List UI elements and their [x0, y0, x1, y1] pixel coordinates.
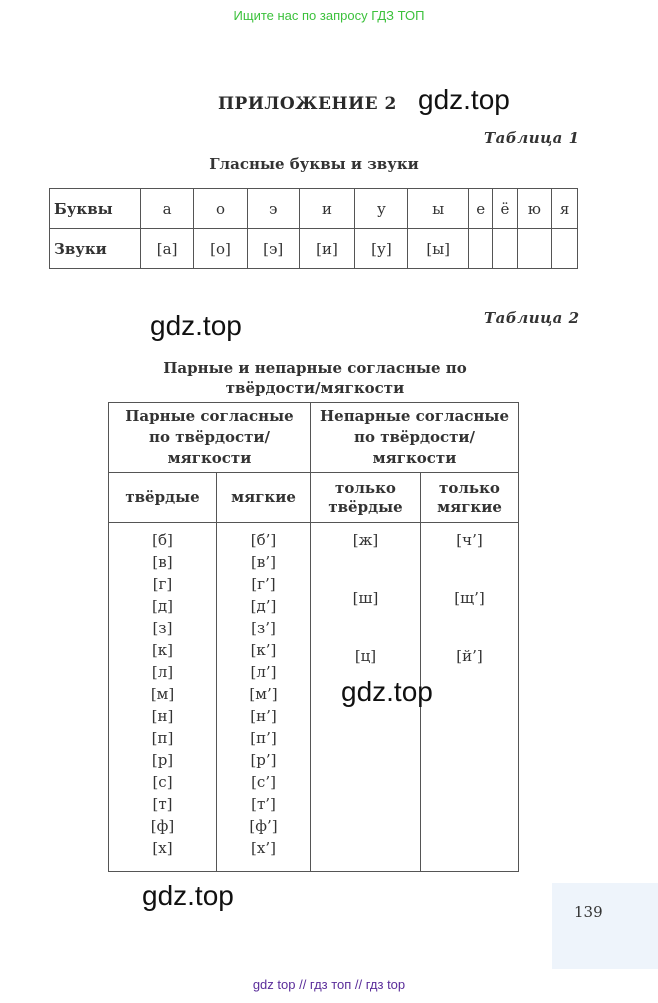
only-soft-header-line: только	[439, 478, 500, 497]
sound-cell: [и]	[299, 229, 355, 269]
footer-links[interactable]: gdz top // гдз топ // гдз top	[252, 977, 406, 992]
hard-consonant: [л]	[151, 663, 174, 681]
hard-consonant: [з]	[152, 619, 173, 637]
hard-consonant: [с]	[152, 773, 173, 791]
soft-consonant: [б’]	[250, 531, 277, 549]
sounds-row-head: Звуки	[50, 229, 141, 269]
hard-consonant: [г]	[152, 575, 173, 593]
unpaired-header-line: мягкости	[372, 449, 457, 467]
letter-cell: о	[194, 189, 247, 229]
watermark: gdz.top	[142, 880, 234, 911]
hard-consonant: [р]	[151, 751, 174, 769]
table2-title-line1: Парные и непарные согласные по	[163, 359, 467, 377]
consonants-body-row	[109, 523, 519, 872]
hard-consonant: [ф]	[150, 817, 175, 835]
soft-consonant: [с’]	[251, 773, 276, 791]
letter-cell: у	[355, 189, 408, 229]
sound-cell: [ы]	[408, 229, 469, 269]
unpaired-header	[311, 403, 519, 473]
sound-cell: [о]	[194, 229, 247, 269]
hard-consonant: [в]	[152, 553, 173, 571]
consonants-table	[108, 402, 519, 872]
sounds-row	[50, 229, 578, 269]
letter-cell: э	[247, 189, 299, 229]
letter-cell: ю	[517, 189, 552, 229]
soft-consonant: [н’]	[250, 707, 277, 725]
letter-cell: ы	[408, 189, 469, 229]
soft-consonant: [з’]	[251, 619, 276, 637]
soft-consonant: [в’]	[251, 553, 276, 571]
only-soft-consonant: [ч’]	[456, 531, 483, 549]
hard-consonant: [п]	[151, 729, 174, 747]
letter-cell: а	[141, 189, 194, 229]
sub-header-row	[109, 473, 519, 523]
hard-consonant: [н]	[151, 707, 174, 725]
vowels-table	[49, 188, 578, 269]
only-soft-consonant: [щ’]	[454, 589, 485, 607]
hard-consonant: [к]	[151, 641, 174, 659]
only-soft-header-line: мягкие	[437, 497, 502, 516]
soft-consonant: [х’]	[251, 839, 276, 857]
only-hard-consonant: [ц]	[354, 647, 377, 665]
unpaired-header-line: Непарные согласные	[319, 407, 509, 425]
letters-row-head: Буквы	[50, 189, 141, 229]
soft-consonant: [п’]	[250, 729, 277, 747]
watermark: gdz.top	[418, 84, 510, 115]
paired-header-line: Парные согласные	[125, 407, 294, 425]
paired-header-line: мягкости	[167, 449, 252, 467]
sound-cell: [а]	[141, 229, 194, 269]
soft-consonant: [л’]	[250, 663, 277, 681]
hard-consonant: [м]	[150, 685, 175, 703]
only-hard-consonant: [ж]	[352, 531, 379, 549]
letter-cell: и	[299, 189, 355, 229]
sound-cell: [э]	[247, 229, 299, 269]
page-number: 139	[574, 903, 603, 921]
sound-cell: [у]	[355, 229, 408, 269]
hard-column	[109, 523, 217, 872]
soft-consonant: [м’]	[249, 685, 278, 703]
unpaired-header-line: по твёрдости/	[354, 428, 475, 446]
letter-cell: я	[552, 189, 578, 229]
soft-consonant: [г’]	[251, 575, 276, 593]
hard-header: твёрдые	[109, 473, 217, 523]
table2-caption: Таблица 2	[484, 309, 580, 327]
only-hard-header-line: твёрдые	[328, 497, 403, 516]
sound-cell	[493, 229, 517, 269]
soft-column	[217, 523, 311, 872]
hard-consonant: [т]	[152, 795, 173, 813]
soft-consonant: [т’]	[251, 795, 276, 813]
letter-cell: е	[469, 189, 493, 229]
soft-header: мягкие	[217, 473, 311, 523]
table2-title-line2: твёрдости/мягкости	[225, 379, 405, 397]
top-banner[interactable]: Ищите нас по запросу ГДЗ ТОП	[233, 8, 425, 23]
letters-row	[50, 189, 578, 229]
group-header-row	[109, 403, 519, 473]
page-number-box	[552, 883, 658, 969]
table1-title: Гласные буквы и звуки	[209, 155, 419, 173]
only-soft-consonant: [й’]	[456, 647, 483, 665]
hard-consonant: [х]	[152, 839, 173, 857]
soft-consonant: [ф’]	[249, 817, 278, 835]
paired-header-line: по твёрдости/	[149, 428, 270, 446]
watermark: gdz.top	[150, 310, 242, 341]
only-soft-header	[421, 473, 519, 523]
watermark: gdz.top	[341, 676, 433, 707]
only-hard-header-line: только	[335, 478, 396, 497]
hard-consonant: [б]	[152, 531, 173, 549]
only-hard-consonant: [ш]	[352, 589, 379, 607]
table2-title	[105, 358, 525, 398]
sound-cell	[552, 229, 578, 269]
sound-cell	[469, 229, 493, 269]
table1-caption: Таблица 1	[484, 129, 580, 147]
only-soft-column	[421, 523, 519, 872]
soft-consonant: [к’]	[250, 641, 277, 659]
paired-header	[109, 403, 311, 473]
appendix-title: ПРИЛОЖЕНИЕ 2	[218, 94, 397, 114]
hard-consonant: [д]	[152, 597, 173, 615]
letter-cell: ё	[493, 189, 517, 229]
soft-consonant: [р’]	[250, 751, 277, 769]
soft-consonant: [д’]	[250, 597, 277, 615]
sound-cell	[517, 229, 552, 269]
only-hard-header	[311, 473, 421, 523]
